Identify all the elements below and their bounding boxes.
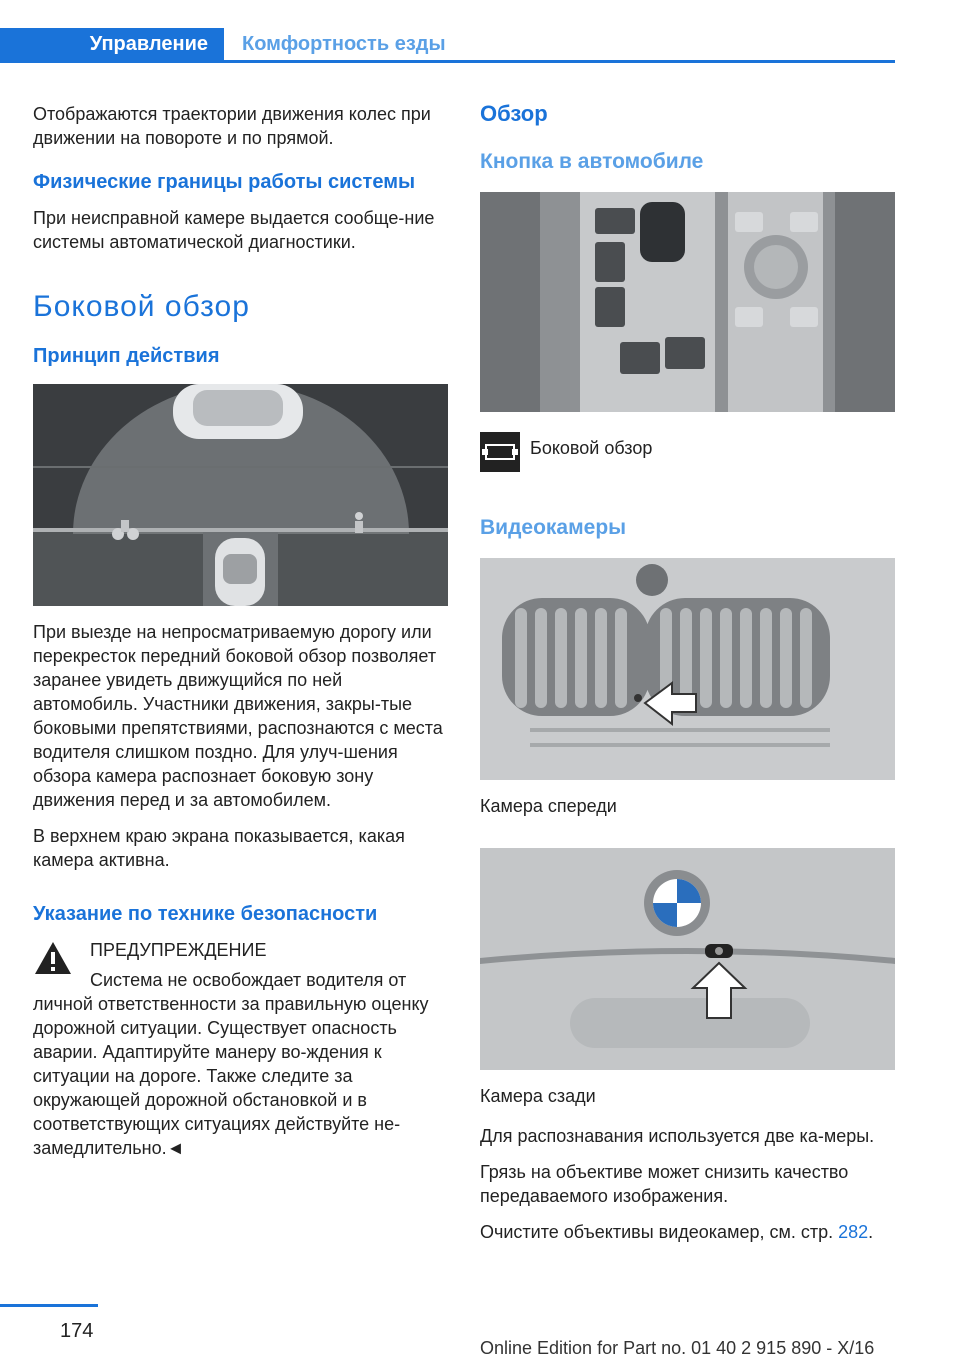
tab-controls[interactable] xyxy=(0,28,224,62)
overview-heading: Обзор xyxy=(480,101,548,126)
edition-text: Online Edition for Part no. 01 40 2 915 890 - X/16 xyxy=(480,1338,875,1358)
front-camera-caption: Камера спереди xyxy=(480,796,617,816)
tab-driving-comfort[interactable]: Комфортность езды xyxy=(242,33,446,55)
warning-title: ПРЕДУПРЕЖДЕНИЕ xyxy=(90,940,267,960)
left-column xyxy=(33,102,451,1172)
button-heading: Кнопка в автомобиле xyxy=(480,150,704,173)
safety-heading: Указание по технике безопасности xyxy=(33,903,378,925)
rear-camera-caption: Камера сзади xyxy=(480,1086,596,1106)
principle-text-1: При выезде на непросматриваемую дорогу или перекресток передний боковой обзор позволяет заранее увидеть движущийся по ней автомобиль. Участники движения, закры-тые боковыми препятствиями, распознаются с места водителя слишком поздно. Для улуч-шения обзора камера распознает боковую зону движения перед и за автомобилем. xyxy=(33,622,443,810)
front-camera-image xyxy=(480,558,895,780)
limits-heading: Физические границы работы системы xyxy=(33,171,416,193)
page-header xyxy=(0,0,960,64)
dirty-lens-text: Грязь на объективе может снизить качество передаваемого изображения. xyxy=(480,1162,849,1206)
footer-rule xyxy=(0,1304,98,1307)
side-view-button-row xyxy=(480,430,898,480)
right-column xyxy=(480,102,898,1256)
header-rule xyxy=(0,60,895,63)
principle-heading: Принцип действия xyxy=(33,345,220,367)
side-view-diagram xyxy=(33,384,448,606)
page-reference-link[interactable]: 282 xyxy=(838,1222,869,1242)
side-view-camera-icon xyxy=(480,432,520,472)
clean-lens-text xyxy=(480,1220,898,1244)
limits-text: При неисправной камере выдается сообще-ние системы автоматической диагностики. xyxy=(33,208,435,252)
side-view-button-label: Боковой обзор xyxy=(530,438,653,458)
page-number: 174 xyxy=(60,1320,94,1342)
principle-text-2: В верхнем краю экрана показывается, какая камера активна. xyxy=(33,826,405,870)
warning-block xyxy=(33,938,451,1160)
section-title: Боковой обзор xyxy=(33,290,250,323)
warning-triangle-icon xyxy=(33,940,73,976)
clean-lens-prefix: Очистите объективы видеокамер, см. стр. xyxy=(480,1222,834,1242)
clean-lens-suffix: . xyxy=(868,1222,874,1242)
tab-controls-label: Управление xyxy=(89,33,208,55)
console-button-image xyxy=(480,192,895,412)
intro-text: Отображаются траектории движения колес при движении на повороте и по прямой. xyxy=(33,104,431,148)
warning-text: Система не освобождает водителя от личной ответственности за правильную оценку дорожной ситуации. Существует опасность аварии. Адаптируйте манеру во-ждения к ситуации на дороге. Также следите за окружающей дорожной обстановкой и в соответствующих ситуациях действуйте не-замедлительно.◄ xyxy=(33,970,429,1158)
cameras-count-text: Для распознавания используется две ка-меры. xyxy=(480,1126,875,1146)
rear-camera-image xyxy=(480,848,895,1070)
cameras-heading: Видеокамеры xyxy=(480,516,627,539)
